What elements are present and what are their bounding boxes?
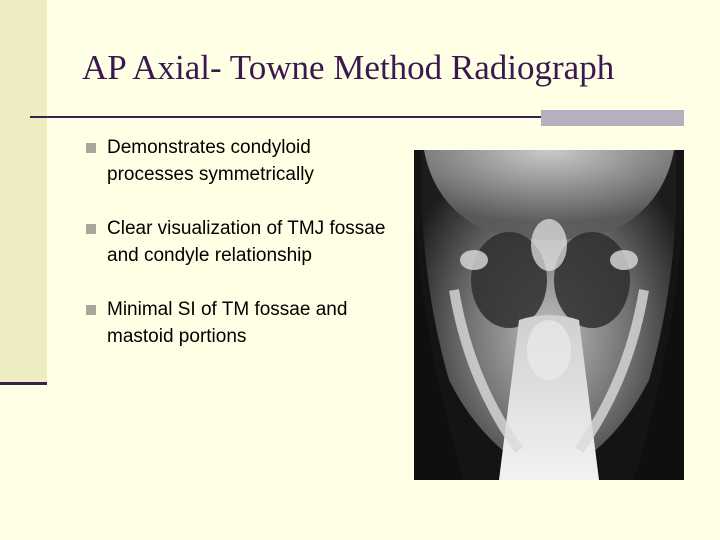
square-bullet-icon: [86, 224, 96, 234]
bullet-text: Minimal SI of TM fossae and mastoid portions: [107, 299, 348, 347]
bullet-item: [86, 215, 386, 269]
bullet-text: Clear visualization of TMJ fossae and condyle relationship: [107, 218, 386, 266]
left-accent-bar: [0, 0, 47, 383]
square-bullet-icon: [86, 305, 96, 315]
title-rule-accent-box: [541, 110, 684, 126]
bullet-item: [86, 296, 386, 350]
bullet-text: Demonstrates condyloid processes symmetrically: [107, 137, 314, 185]
skull-radiograph-drawing: [414, 150, 684, 480]
left-accent-underline: [0, 382, 47, 385]
slide-title: AP Axial- Towne Method Radiograph: [82, 48, 615, 87]
skull-radiograph-image: [414, 150, 684, 480]
bullet-item: [86, 134, 386, 188]
bullet-list: [86, 134, 386, 377]
square-bullet-icon: [86, 143, 96, 153]
